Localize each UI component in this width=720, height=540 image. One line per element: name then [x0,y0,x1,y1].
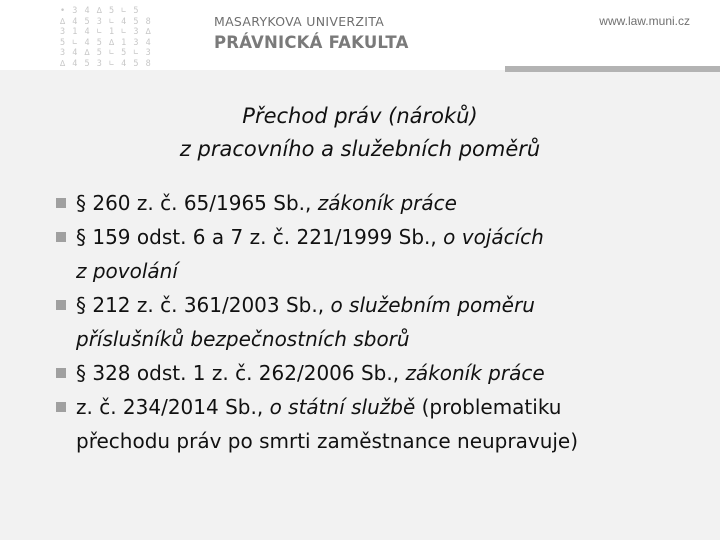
item-plain: z. č. 234/2014 Sb., [76,395,270,419]
slide-title [0,100,720,166]
slide-header [0,0,720,70]
bullet-list [56,186,696,458]
accent-bar [505,66,720,72]
bullet-square-icon [56,300,66,310]
item-plain: § 328 odst. 1 z. č. 262/2006 Sb., [76,361,406,385]
list-item [56,186,696,220]
item-statute: o státní službě [269,395,416,419]
item-statute-cont: z povolání [76,259,178,283]
item-statute: o vojácích [443,225,544,249]
item-plain: § 212 z. č. 361/2003 Sb., [76,293,331,317]
website-url[interactable]: www.law.muni.cz [599,14,690,28]
faculty-name: PRÁVNICKÁ FAKULTA [214,33,409,52]
item-statute-cont: příslušníků bezpečnostních sborů [76,327,410,351]
item-statute: o služebním poměru [330,293,535,317]
title-line-1: Přechod práv (nároků) [242,104,478,128]
title-line-2: z pracovního a služebních poměrů [179,137,541,161]
item-statute: zákoník práce [405,361,545,385]
logo-pattern: • 3 4 ∆ 5 ∟ 5 ∆ 4 5 3 ∟ 4 5 8 3 1 4 ∟ 1 ∟ 3 ∆ 5 ∟ 4 5 ∆ 1 3 4 3 4 ∆ 5 ∟ 5 ∟ 3 ∆ 4 5 3 ∟ 4 5 8 [60,6,152,68]
item-note: (problematiku [415,395,562,419]
list-item [56,288,696,356]
item-plain: § 260 z. č. 65/1965 Sb., [76,191,318,215]
bullet-square-icon [56,402,66,412]
university-name: MASARYKOVA UNIVERZITA [214,14,385,29]
bullet-square-icon [56,198,66,208]
bullet-square-icon [56,232,66,242]
list-item [56,356,696,390]
bullet-square-icon [56,368,66,378]
item-note-cont: přechodu práv po smrti zaměstnance neupravuje) [76,429,579,453]
item-plain: § 159 odst. 6 a 7 z. č. 221/1999 Sb., [76,225,444,249]
item-statute: zákoník práce [317,191,457,215]
list-item [56,220,696,288]
list-item [56,390,696,458]
